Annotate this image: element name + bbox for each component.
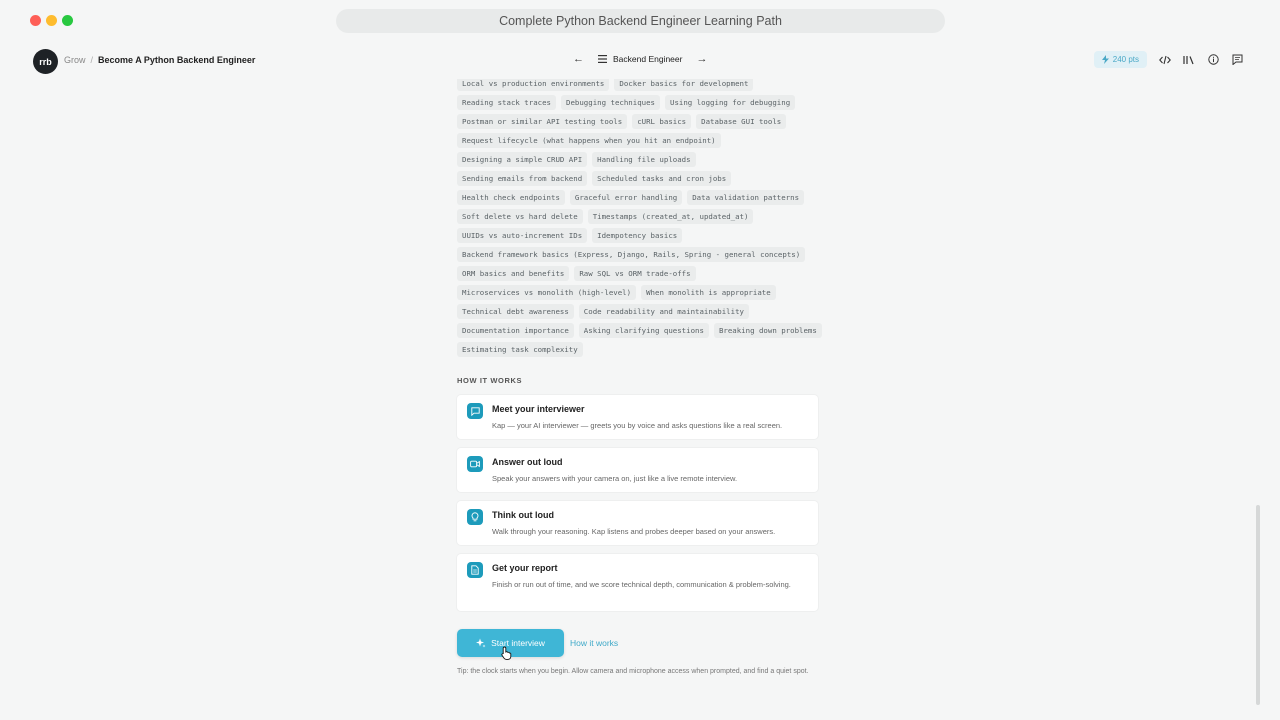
step-description: Kap — your AI interviewer — greets you by voice and asks questions like a real screen. (492, 421, 783, 430)
library-icon[interactable] (1183, 54, 1195, 66)
topic-tag: Data validation patterns (687, 190, 804, 205)
step-description: Speak your answers with your camera on, just like a live remote interview. (492, 474, 738, 483)
topic-tag: Soft delete vs hard delete (457, 209, 583, 224)
breadcrumb-grow-link[interactable]: Grow (64, 55, 86, 65)
topic-tag: Debugging techniques (561, 95, 660, 110)
topic-tag: Scheduled tasks and cron jobs (592, 171, 731, 186)
chat-icon (467, 403, 483, 419)
how-it-works-heading: HOW IT WORKS (457, 376, 523, 385)
step-card-think-out-loud (457, 501, 818, 545)
topic-tag: Microservices vs monolith (high-level) (457, 285, 636, 300)
menu-icon (598, 55, 607, 63)
topic-tag: Request lifecycle (what happens when you hit an endpoint) (457, 133, 721, 148)
topic-tag: Raw SQL vs ORM trade-offs (574, 266, 695, 281)
breadcrumb-separator: / (90, 55, 94, 65)
path-menu-button[interactable] (598, 54, 682, 64)
topic-tag: Documentation importance (457, 323, 574, 338)
topic-tag: Reading stack traces (457, 95, 556, 110)
step-description: Walk through your reasoning. Kap listens and probes deeper based on your answers. (492, 527, 776, 536)
topic-tag: Database GUI tools (696, 114, 786, 129)
top-nav (17, 41, 1263, 79)
start-interview-label: Start interview (491, 638, 545, 648)
info-icon[interactable] (1207, 54, 1219, 66)
step-title: Get your report (492, 563, 558, 573)
step-card-get-report (457, 554, 818, 611)
step-title: Think out loud (492, 510, 554, 520)
path-navigator (573, 53, 707, 65)
window-title: Complete Python Backend Engineer Learning Path (499, 14, 782, 28)
sparkle-icon (476, 638, 486, 648)
topic-tag: Using logging for debugging (665, 95, 795, 110)
topic-tag: Code readability and maintainability (579, 304, 749, 319)
topic-tag: Health check endpoints (457, 190, 565, 205)
topic-tag: Asking clarifying questions (579, 323, 709, 338)
nav-actions (1094, 51, 1243, 68)
topic-tag: Timestamps (created_at, updated_at) (588, 209, 754, 224)
how-it-works-link[interactable]: How it works (570, 638, 619, 648)
topic-tag: UUIDs vs auto-increment IDs (457, 228, 587, 243)
points-badge[interactable] (1094, 51, 1147, 68)
topic-tag: Sending emails from backend (457, 171, 587, 186)
breadcrumb (64, 55, 255, 65)
topic-tag: Postman or similar API testing tools (457, 114, 627, 129)
close-window-button[interactable] (30, 15, 41, 26)
topic-tag: Docker basics for development (614, 79, 753, 91)
topic-tag: Graceful error handling (570, 190, 682, 205)
feedback-icon[interactable] (1231, 54, 1243, 66)
topic-tag: Local vs production environments (457, 79, 609, 91)
topic-tag: Handling file uploads (592, 152, 695, 167)
breadcrumb-current: Become A Python Backend Engineer (98, 55, 256, 65)
app-logo[interactable] (33, 49, 58, 74)
step-card-meet-interviewer (457, 395, 818, 439)
topic-tag: cURL basics (632, 114, 691, 129)
main-content (17, 79, 1263, 720)
topic-tag: Estimating task complexity (457, 342, 583, 357)
tip-text: Tip: the clock starts when you begin. Allow camera and microphone access when prompted, and find a quiet spot. (457, 668, 809, 675)
code-icon[interactable] (1159, 54, 1171, 66)
hand-cursor-icon (501, 646, 513, 660)
topic-tag: Breaking down problems (714, 323, 822, 338)
topic-tag: Backend framework basics (Express, Django, Rails, Spring - general concepts) (457, 247, 805, 262)
document-icon (467, 562, 483, 578)
step-card-answer-out-loud (457, 448, 818, 492)
path-title: Backend Engineer (613, 54, 683, 64)
page-scrollbar[interactable] (1256, 505, 1260, 705)
step-description: Finish or run out of time, and we score technical depth, communication & problem-solving. (492, 580, 791, 589)
topic-tag: Idempotency basics (592, 228, 682, 243)
topic-tag: Technical debt awareness (457, 304, 574, 319)
address-bar[interactable] (336, 9, 945, 33)
lightbulb-icon (467, 509, 483, 525)
maximize-window-button[interactable] (62, 15, 73, 26)
video-icon (467, 456, 483, 472)
step-title: Answer out loud (492, 457, 563, 467)
window-titlebar (0, 0, 1280, 41)
minimize-window-button[interactable] (46, 15, 57, 26)
lightning-icon (1102, 55, 1109, 64)
topic-tag: ORM basics and benefits (457, 266, 569, 281)
logo-text: rrb (39, 56, 52, 67)
topic-tag-list (457, 79, 822, 357)
arrow-left-icon[interactable]: ← (573, 53, 584, 65)
topic-tag: Designing a simple CRUD API (457, 152, 587, 167)
points-value: 240 pts (1112, 55, 1139, 64)
step-title: Meet your interviewer (492, 404, 585, 414)
arrow-right-icon[interactable]: → (696, 53, 708, 65)
topic-tag: When monolith is appropriate (641, 285, 776, 300)
